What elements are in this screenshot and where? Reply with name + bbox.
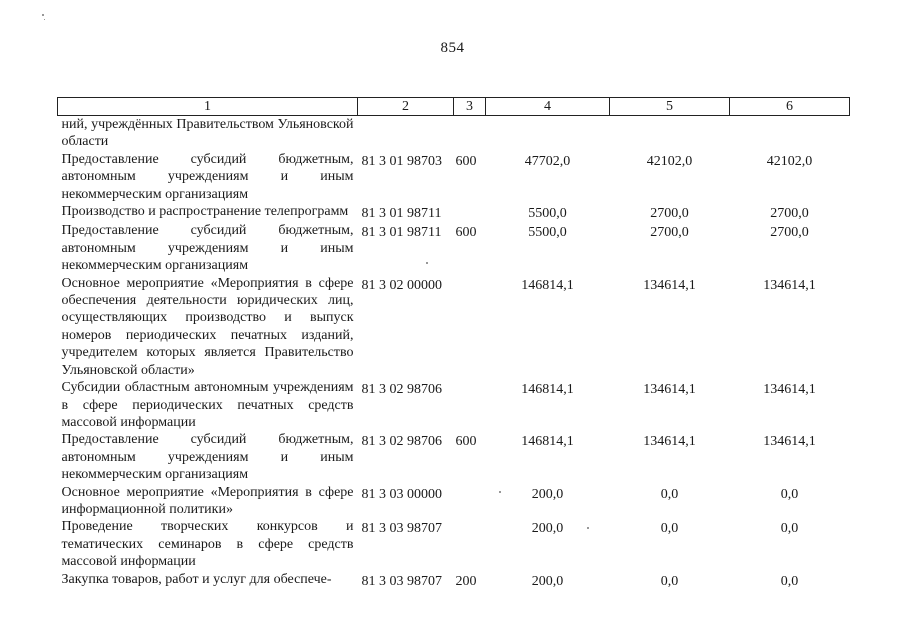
row-expense-type: 200 <box>455 573 477 589</box>
table-row <box>58 571 850 590</box>
row-amount-col6: 2700,0 <box>770 206 809 222</box>
row-amount-col5: 134614,1 <box>643 277 696 293</box>
row-expense-type <box>454 116 486 151</box>
row-name: Основное мероприятие «Мероприятия в сфере обеспечения деятельности юридических лиц, осуществляющих производство и выпуск номеров периодических печатных изданий, учредителем которых является Правительство Ульяновской области» <box>61 275 354 378</box>
row-expense-type: 600 <box>455 225 477 241</box>
row-amount-col5 <box>610 116 730 151</box>
table-row <box>58 203 850 222</box>
row-name: Проведение творческих конкурсов и тематических семинаров в сфере средств массовой информации <box>61 519 354 570</box>
budget-table <box>57 97 850 590</box>
column-header-6: 6 <box>730 98 850 116</box>
row-name: ний, учреждённых Правительством Ульяновской области <box>61 117 354 150</box>
table-row <box>58 484 850 519</box>
scan-speck <box>587 527 589 529</box>
row-amount-col5: 2700,0 <box>650 225 689 241</box>
row-amount-col6: 0,0 <box>780 486 799 502</box>
row-name: Предоставление субсидий бюджетным, автономным учреждениям и иным некоммерческим организациям <box>61 151 354 202</box>
row-name: Субсидии областным автономным учреждениям в сфере периодических печатных средств массовой информации <box>61 380 354 430</box>
row-code: 81 3 01 98711 <box>361 225 442 241</box>
row-name: Предоставление субсидий бюджетным, автономным учреждениям и иным некоммерческим организациям <box>61 223 354 274</box>
column-header-2: 2 <box>358 98 454 116</box>
row-amount-col5: 134614,1 <box>643 434 696 450</box>
row-expense-type: 600 <box>455 153 477 169</box>
row-amount-col4: 146814,1 <box>521 382 574 398</box>
row-amount-col5: 0,0 <box>660 521 679 537</box>
row-name: Основное мероприятие «Мероприятия в сфере информационной политики» <box>61 484 354 517</box>
row-expense-type <box>454 275 486 379</box>
row-amount-col4 <box>486 116 610 151</box>
row-expense-type <box>454 379 486 431</box>
scan-speck <box>42 14 44 16</box>
scan-speck <box>426 262 428 264</box>
row-amount-col5: 42102,0 <box>646 153 693 169</box>
row-code: 81 3 02 98706 <box>361 434 442 450</box>
row-expense-type <box>454 518 486 570</box>
row-code: 81 3 03 00000 <box>361 486 442 502</box>
row-amount-col5: 0,0 <box>660 573 679 589</box>
row-expense-type: 600 <box>455 434 477 450</box>
column-header-5: 5 <box>610 98 730 116</box>
row-amount-col4: 5500,0 <box>528 206 567 222</box>
row-amount-col6: 0,0 <box>780 521 799 537</box>
scan-speck <box>499 491 501 493</box>
row-amount-col4: 146814,1 <box>521 434 574 450</box>
table-row <box>58 222 850 274</box>
row-amount-col4: 200,0 <box>531 573 564 589</box>
table-row <box>58 379 850 431</box>
table-row <box>58 518 850 570</box>
row-amount-col4: 5500,0 <box>528 225 567 241</box>
column-number-header-row <box>58 98 850 116</box>
table-row <box>58 431 850 483</box>
row-expense-type <box>454 484 486 519</box>
row-code: 81 3 01 98711 <box>361 206 442 222</box>
page-number: 854 <box>440 40 465 56</box>
row-code: 81 3 03 98707 <box>361 573 442 589</box>
column-header-4: 4 <box>486 98 610 116</box>
row-amount-col6: 0,0 <box>780 573 799 589</box>
row-name: Производство и распространение телепрограмм <box>61 204 349 220</box>
row-amount-col6: 2700,0 <box>770 225 809 241</box>
row-code: 81 3 03 98707 <box>361 521 442 537</box>
column-header-1: 1 <box>58 98 358 116</box>
row-amount-col5: 134614,1 <box>643 382 696 398</box>
row-amount-col4: 47702,0 <box>524 153 571 169</box>
row-amount-col6: 134614,1 <box>763 277 816 293</box>
row-code: 81 3 01 98703 <box>361 153 442 169</box>
row-name: Закупка товаров, работ и услуг для обеспече- <box>61 571 332 587</box>
row-expense-type <box>454 203 486 222</box>
row-amount-col5: 0,0 <box>660 486 679 502</box>
row-amount-col6 <box>730 116 850 151</box>
row-amount-col5: 2700,0 <box>650 206 689 222</box>
row-amount-col4: 200,0 <box>531 486 564 502</box>
table-row <box>58 116 850 151</box>
table-row <box>58 151 850 203</box>
scan-speck <box>44 19 45 20</box>
row-amount-col4: 200,0 <box>531 521 564 537</box>
row-code: 81 3 02 98706 <box>361 382 442 398</box>
row-code <box>358 116 454 151</box>
row-amount-col6: 134614,1 <box>763 382 816 398</box>
row-code: 81 3 02 00000 <box>361 277 442 293</box>
budget-table-container <box>57 97 849 590</box>
row-amount-col6: 42102,0 <box>766 153 813 169</box>
column-header-3: 3 <box>454 98 486 116</box>
row-name: Предоставление субсидий бюджетным, автономным учреждениям и иным некоммерческим организациям <box>61 432 354 483</box>
row-amount-col6: 134614,1 <box>763 434 816 450</box>
row-amount-col4: 146814,1 <box>521 277 574 293</box>
table-row <box>58 275 850 379</box>
